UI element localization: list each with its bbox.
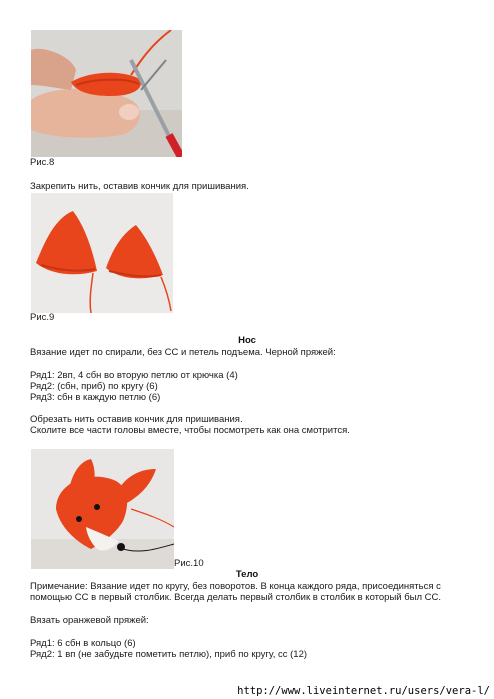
orange-yarn-instruction: Вязать оранжевой пряжей: — [30, 615, 149, 626]
nose-row-2: Ряд2: (сбн, приб) по кругу (6) — [30, 381, 158, 392]
body-row-2: Ряд2: 1 вп (не забудьте пометить петлю), приб по кругу, сс (12) — [30, 649, 308, 660]
figure-8-photo — [31, 30, 182, 157]
figure-10-caption: Рис.10 — [174, 558, 204, 569]
assemble-instruction: Сколите все части головы вместе, чтобы посмотреть как она смотрится. — [30, 425, 350, 436]
figure-8-caption: Рис.8 — [30, 157, 55, 168]
body-row-1: Ряд1: 6 сбн в кольцо (6) — [30, 638, 136, 649]
nose-heading: Нос — [238, 335, 256, 346]
nose-row-3: Ряд3: сбн в каждую петлю (6) — [30, 392, 161, 403]
figure-10-photo — [31, 449, 174, 569]
note-line-1: Примечание: Вязание идет по кругу, без поворотов. В конца каждого ряда, присоединяться с — [30, 581, 441, 592]
cut-instruction: Обрезать нить оставив кончик для пришивания. — [30, 414, 243, 425]
source-url-link[interactable]: http://www.liveinternet.ru/users/vera-l/ — [237, 685, 490, 697]
nose-intro: Вязание идет по спирали, без СС и петель подъема. Черной пряжей: — [30, 347, 336, 358]
nose-row-1: Ряд1: 2вп, 4 сбн во вторую петлю от крючка (4) — [30, 370, 238, 381]
figure-9-caption: Рис.9 — [30, 312, 55, 323]
figure-9-photo — [31, 193, 173, 313]
note-line-2: помощью СС в первый столбик. Всегда делать первый столбик в столбик в который был СС. — [30, 592, 442, 603]
fasten-instruction: Закрепить нить, оставив кончик для пришивания. — [30, 181, 249, 192]
body-heading: Тело — [235, 569, 259, 580]
